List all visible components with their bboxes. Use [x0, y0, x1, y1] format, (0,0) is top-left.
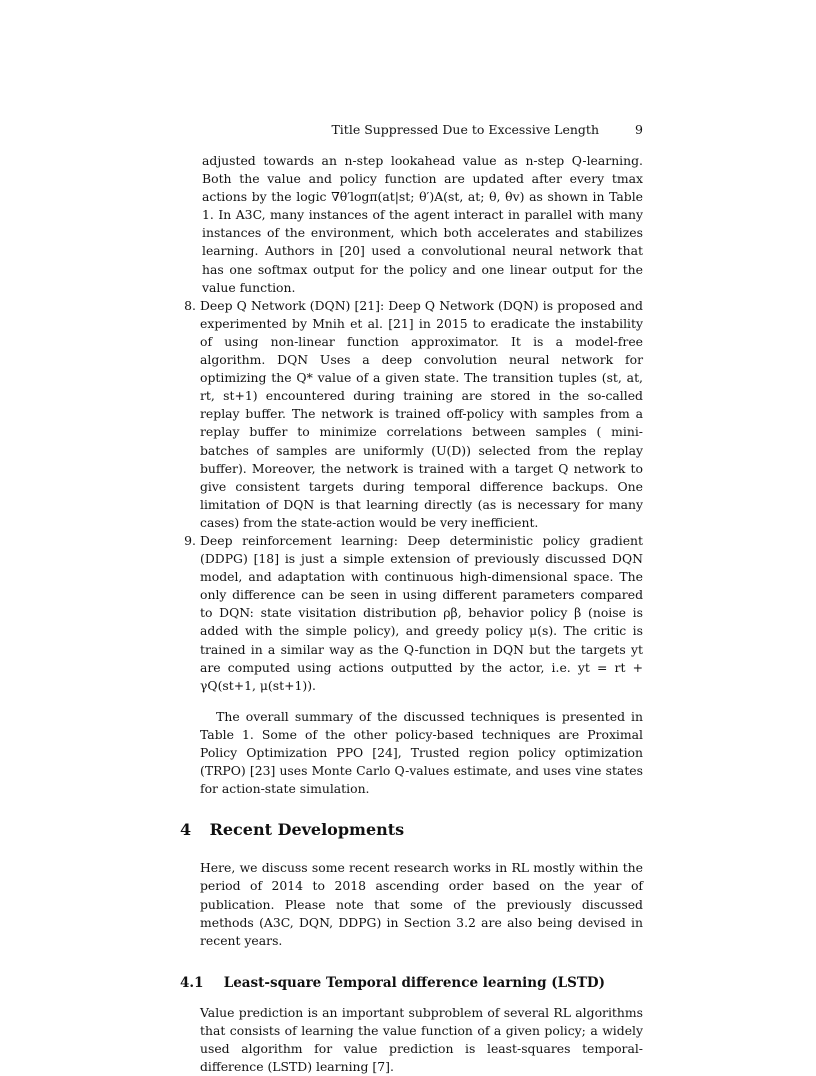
list-item-number: 9. — [184, 532, 196, 548]
body-text — [180, 152, 643, 1076]
list-item — [184, 532, 643, 695]
subsection-heading — [180, 974, 643, 992]
continuation-paragraph: adjusted towards an n-step lookahead value as n-step Q-learning. Both the value and policy function are updated after every tmax actions by the logic ∇θ′logπ(at|st; θ′)A(st, at; θ, θv) as shown in Table 1. In A3C, many instances of the agent interact in parallel with many instances of the environment, which both accelerates and stabilizes learning. Authors in [20] used a convolutional neural network that has one softmax output for the policy and one linear output for the value function. — [202, 153, 643, 295]
method-list — [184, 297, 643, 695]
subsection-number: 4.1 — [180, 974, 204, 991]
subsection-paragraph: Value prediction is an important subproblem of several RL algorithms that consists of learning the value function of a given policy; a widely used algorithm for value prediction is least-squares temporal-difference (LSTD) learning [7]. — [200, 1004, 643, 1075]
page-number: 9 — [635, 122, 643, 137]
running-title: Title Suppressed Due to Excessive Length — [331, 122, 600, 137]
list-item — [184, 297, 643, 532]
section-heading — [180, 821, 643, 839]
section-title: Recent Developments — [209, 820, 405, 840]
list-item-number: 8. — [184, 297, 196, 313]
summary-paragraph: The overall summary of the discussed techniques is presented in Table 1. Some of the other policy-based techniques are Proximal Policy Optimization PPO [24], Trusted region policy optimization (TRPO) [23] uses Monte Carlo Q-values estimate, and uses vine states for action-state simulation. — [200, 708, 643, 797]
section-number: 4 — [180, 820, 192, 840]
list-item-text: Deep reinforcement learning: Deep deterministic policy gradient (DDPG) [18] is just a simple extension of previously discussed DQN model, and adaptation with continuous high-dimensional space. The only difference can be seen in using different parameters compared to DQN: state visitation distribution ρβ, behavior policy β (noise is added with the simple policy), and greedy policy μ(s). The critic is trained in a similar way as the Q-function in DQN but the targets yt are computed using actions outputted by the actor, i.e. yt = rt + γQ(st+1, μ(st+1)). — [200, 532, 643, 693]
running-header — [200, 122, 643, 137]
list-item-text: Deep Q Network (DQN) [21]: Deep Q Network (DQN) is proposed and experimented by Mnih et al. [21] in 2015 to eradicate the instability of using non-linear function approximator. It is a model-free algorithm. DQN Uses a deep convolution neural network for optimizing the Q* value of a given state. The transition tuples (st, at, rt, st+1) encountered during training are stored in the so-called replay buffer. The network is trained off-policy with samples from a replay buffer to minimize correlations between samples ( mini-batches of samples are uniformly (U(D)) selected from the replay buffer). Moreover, the network is trained with a target Q network to give consistent targets during temporal difference backups. One limitation of DQN is that learning directly (as is necessary for many cases) from the state-action would be very inefficient. — [200, 297, 643, 530]
subsection-title: Least-square Temporal difference learning (LSTD) — [223, 974, 605, 991]
section-paragraph: Here, we discuss some recent research works in RL mostly within the period of 2014 to 2018 ascending order based on the year of publication. Please note that some of the previously discussed methods (A3C, DQN, DDPG) in Section 3.2 are also being devised in recent years. — [200, 860, 643, 948]
